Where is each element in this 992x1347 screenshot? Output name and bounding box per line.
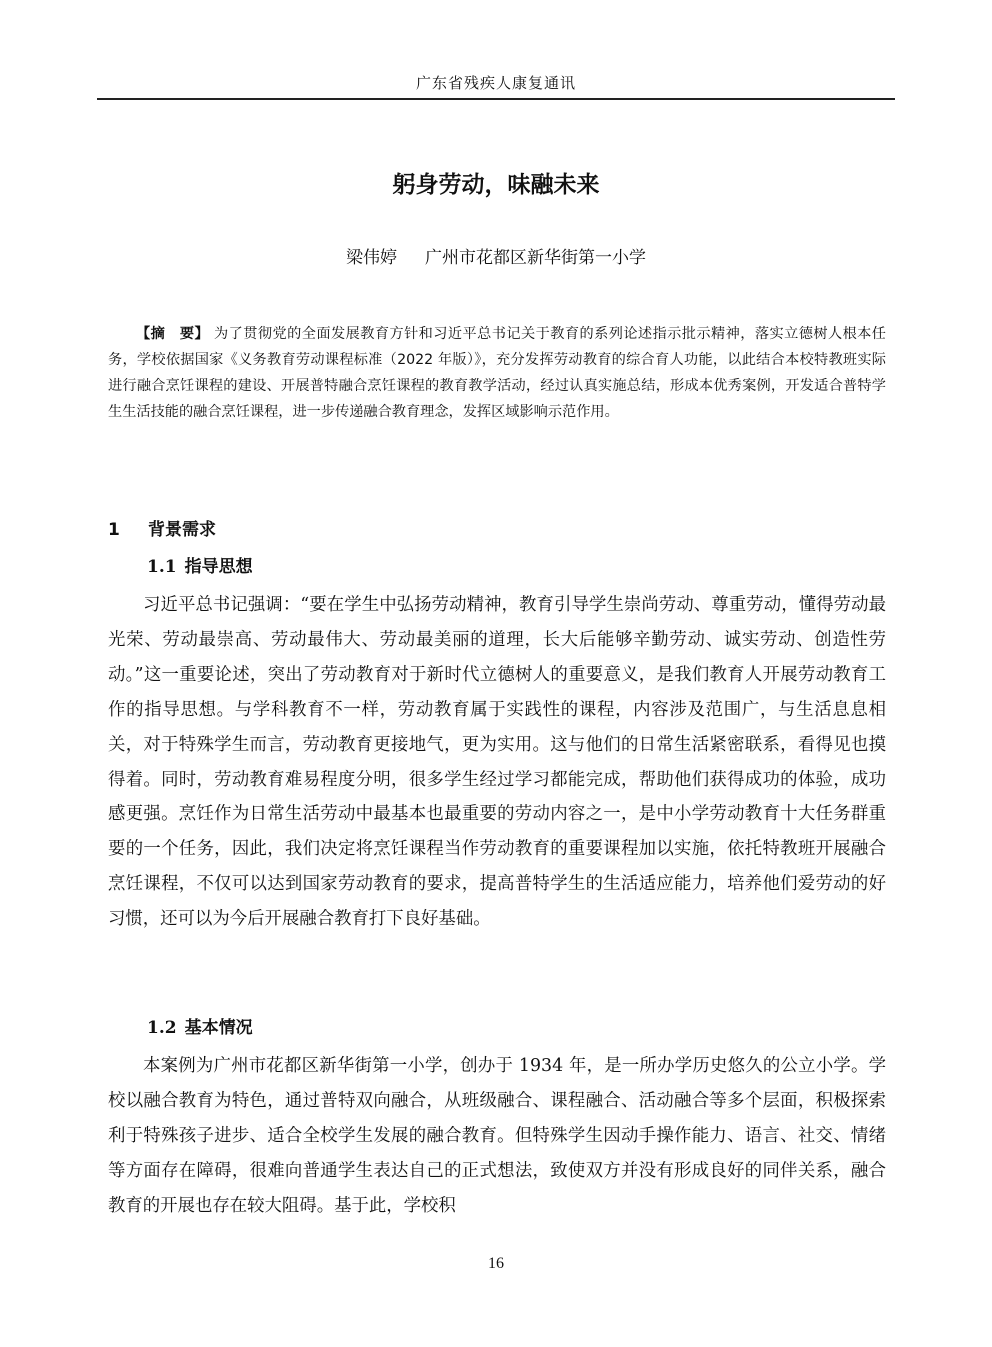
abstract-label: 【摘 要】 [136,326,210,342]
subsection-number: 1.1 [147,557,177,577]
section-title: 背景需求 [148,520,216,540]
section-number: 1 [108,520,120,540]
article-title: 躬身劳动，味融未来 [392,172,600,198]
journal-name: 广东省残疾人康复通讯 [415,74,576,92]
abstract [108,321,886,425]
running-header [97,70,895,100]
subsection-number: 1.2 [147,1018,177,1038]
paragraph-basic-situation: 本案例为广州市花都区新华街第一小学，创办于 1934 年，是一所办学历史悠久的公立小学。学校以融合教育为特色，通过普特双向融合，从班级融合、课程融合、活动融合等多个层面，积极探索利于特殊孩子进步、适合全校学生发展的融合教育。但特殊学生因动手操作能力、语言、社交、情绪等方面存在障碍，很难向普通学生表达自己的正式想法，致使双方并没有形成良好的同伴关系，融合教育的开展也存在较大阻碍。基于此，学校积 [108,1056,886,1216]
subsection-title: 基本情况 [184,1018,253,1038]
author-name: 梁伟婷 [346,248,397,268]
subsection-heading-1-1 [147,554,253,580]
author-affiliation: 广州市花都区新华街第一小学 [425,248,646,268]
section-heading [108,517,216,543]
paragraph-guiding-ideology: 习近平总书记强调：“要在学生中弘扬劳动精神，教育引导学生崇尚劳动、尊重劳动，懂得劳动最光荣、劳动最崇高、劳动最伟大、劳动最美丽的道理，长大后能够辛勤劳动、诚实劳动、创造性劳动。”这一重要论述，突出了劳动教育对于新时代立德树人的重要意义，是我们教育人开展劳动教育工作的指导思想。与学科教育不一样，劳动教育属于实践性的课程，内容涉及范围广，与生活息息相关，对于特殊学生而言，劳动教育更接地气，更为实用。这与他们的日常生活紧密联系，看得见也摸得着。同时，劳动教育难易程度分明，很多学生经过学习都能完成，帮助他们获得成功的体验，成功感更强。烹饪作为日常生活劳动中最基本也最重要的劳动内容之一，是中小学劳动教育十大任务群重要的一个任务，因此，我们决定将烹饪课程当作劳动教育的重要课程加以实施，依托特教班开展融合烹饪课程，不仅可以达到国家劳动教育的要求，提高普特学生的生活适应能力，培养他们爱劳动的好习惯，还可以为今后开展融合教育打下良好基础。 [108,595,886,930]
page-number: 16 [488,1255,504,1272]
subsection-heading-1-2 [147,1015,253,1041]
author-line [97,244,895,272]
subsection-title: 指导思想 [184,557,253,577]
abstract-text: 为了贯彻党的全面发展教育方针和习近平总书记关于教育的系列论述指示批示精神，落实立德树人根本任务，学校依据国家《义务教育劳动课程标准（2022 年版）》，充分发挥劳动教育的综合育人功能，以此结合本校特教班实际进行融合烹饪课程的建设、开展普特融合烹饪课程的教育教学活动，经过认真实施总结，形成本优秀案例，开发适合普特学生生活技能的融合烹饪课程，进一步传递融合教育理念，发挥区域影响示范作用。 [108,326,886,420]
